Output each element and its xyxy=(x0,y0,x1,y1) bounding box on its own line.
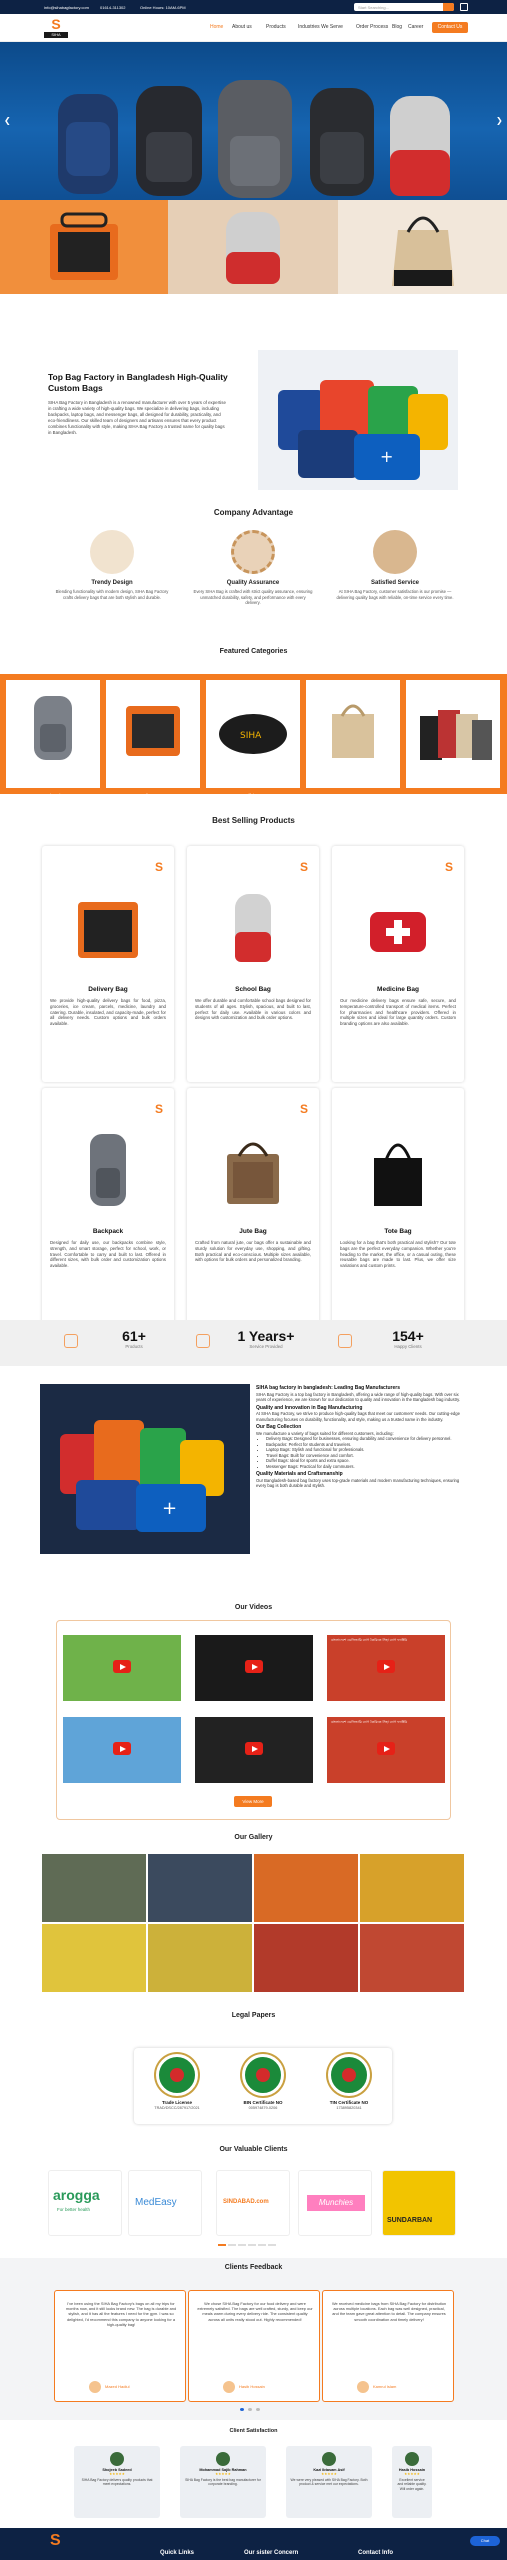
product-card-jute-bag[interactable] xyxy=(187,1088,319,1324)
email-text[interactable]: info@sihabagfactory.com xyxy=(44,5,89,10)
about-paragraph: We manufacture a variety of bags suited for different customers, including: xyxy=(256,1430,394,1436)
site-header xyxy=(0,14,507,42)
client-name: Munchies xyxy=(307,2195,365,2211)
view-more-button[interactable]: View More xyxy=(234,1796,272,1807)
svg-text:+: + xyxy=(162,1498,178,1519)
gallery-image[interactable] xyxy=(42,1924,146,1992)
client-name: SINDABAD.com xyxy=(223,2199,269,2205)
promo-tote-bag-image xyxy=(338,200,507,294)
advantage-title-text: Trendy Design xyxy=(91,580,133,586)
category-duffel-bag[interactable] xyxy=(206,680,300,798)
play-icon[interactable] xyxy=(377,1660,395,1673)
product-title: Delivery Bag xyxy=(88,986,128,993)
review-text: Excellent service and reliable quality. Will order again. xyxy=(397,2478,427,2491)
users-icon xyxy=(338,1334,352,1348)
tote-bag-image xyxy=(356,1128,440,1212)
video-thumbnail[interactable] xyxy=(195,1635,313,1701)
about-heading: SIHA bag factory in bangladesh: Leading Bag Manufacturers xyxy=(256,1385,401,1391)
medicine-bag-image xyxy=(356,886,440,970)
nav-order-process[interactable]: Order Process xyxy=(356,24,389,30)
bag-icon xyxy=(90,530,134,574)
feedback-card xyxy=(54,2290,186,2402)
review-card xyxy=(180,2446,266,2518)
stat-label: Happy Clients xyxy=(394,1344,422,1349)
categories-title: Featured Categories xyxy=(219,648,288,655)
feedback-title: Clients Feedback xyxy=(224,2264,283,2271)
video-thumbnail[interactable] xyxy=(63,1717,181,1783)
feedback-name: Mazed Hadiul xyxy=(105,2384,130,2389)
product-title: Backpack xyxy=(92,1228,124,1235)
category-label[interactable]: Duffel Bag xyxy=(242,793,264,798)
calendar-icon xyxy=(196,1334,210,1348)
satisfaction-title: Client Satisfaction xyxy=(229,2428,278,2434)
stat-label: Products xyxy=(125,1344,143,1349)
footer-logo-icon[interactable]: S xyxy=(50,2532,61,2549)
cert-number: 173895820341 xyxy=(336,2106,362,2110)
review-card xyxy=(74,2446,160,2518)
stat-products xyxy=(74,1328,194,1349)
logo-badge-icon: S xyxy=(299,1102,308,1116)
client-name: SUNDARBAN xyxy=(387,2217,433,2224)
stat-label: Service Provided xyxy=(249,1344,283,1349)
client-logo-sindabad[interactable] xyxy=(216,2170,290,2236)
nav-home[interactable]: Home xyxy=(210,24,224,30)
stat-service xyxy=(206,1328,326,1349)
video-caption: বাংলাদেশে ডেলিভারি ব্যাগ তৈরিতে সিহা ব্যাগ ফ্যাক্টরি xyxy=(331,1720,408,1724)
government-seal-icon xyxy=(156,2054,198,2096)
chat-button[interactable]: Chat xyxy=(470,2536,500,2546)
about-paragraph: At SIHA Bag Factory, we strive to produce high-quality bags that meet our customers' needs. Our cutting-edge manufacturing focuses on durability, functionality, and style, making us a trusted name in the industry. xyxy=(256,1411,460,1422)
intro-body: SIHA Bag Factory in Bangladesh is a renowned manufacturer with over 5 years of expertise in crafting a wide variety of high-quality bags. We specialize in delivering bags, including backpacks, laptop bags, and messenger bags, all designed for durability, practicality, and eco-friendliness. Our skilled team of designers and artisans ensures that every product combines functionality with style, making SIHA Bag Factory a trusted name for quality bags in Bangladesh. xyxy=(48,400,226,435)
product-desc: We offer durable and comfortable school bags designed for students of all ages. Stylish, spacious, and built to last, perfect for daily use. Available in various colors and designs with customization and bulk order options. xyxy=(195,998,311,1021)
bin-certificate[interactable] xyxy=(230,2054,296,2110)
play-icon[interactable] xyxy=(113,1742,131,1755)
gallery-title: Our Gallery xyxy=(234,1834,273,1841)
delivery-bag-image xyxy=(66,886,150,970)
gallery-image[interactable] xyxy=(254,1854,358,1922)
about-paragraph: SIHA Bag Factory is a top bag factory in Bangladesh, offering a wide range of high-quality bags. With over six years of experience, we are known for our dedication to quality and innovation in the Bangladesh bag industry. xyxy=(256,1391,461,1402)
reviewer-name: Shojeeb Sadeed xyxy=(102,2468,132,2472)
about-bags-image xyxy=(40,1384,250,1554)
categories-carousel xyxy=(0,674,507,798)
carousel-dot[interactable] xyxy=(240,2408,244,2411)
about-paragraph: Our Bangladesh-based bag factory uses top-grade materials and modern manufacturing techniques, ensuring every bag is both durable and stylish. xyxy=(256,1477,460,1488)
jute-bag-image xyxy=(211,1128,295,1212)
product-title: Medicine Bag xyxy=(377,986,419,993)
client-tagline: For better health xyxy=(57,2207,91,2212)
advantage-desc: At SIHA Bag Factory, customer satisfaction is our promise — delivering quality bags with reliable, on-time service every time. xyxy=(336,589,454,600)
stat-value: 1 Years+ xyxy=(237,1328,295,1344)
star-rating-icon: ★★★★★ xyxy=(215,2472,231,2476)
backpack-image xyxy=(66,1128,150,1212)
list-item: • Travel Bags: Built for convenience and comfort. xyxy=(266,1453,470,1459)
trade-license[interactable] xyxy=(144,2054,210,2110)
gallery-image[interactable] xyxy=(148,1924,252,1992)
list-item: • Duffel Bags: Ideal for sports and extra space. xyxy=(266,1458,470,1464)
about-subheading: Quality and Innovation in Bag Manufacturing xyxy=(256,1404,363,1411)
logo-mark-icon: S xyxy=(51,16,61,32)
client-name: MedEasy xyxy=(135,2197,177,2208)
site-logo[interactable] xyxy=(44,17,68,39)
list-item: • Laptop Bags: Stylish and functional for professionals. xyxy=(266,1447,470,1453)
clients-title: Our Valuable Clients xyxy=(219,2146,288,2153)
category-delivery-bag[interactable] xyxy=(106,680,200,798)
nav-industries[interactable]: Industries We Serve xyxy=(298,24,343,30)
gallery-image[interactable] xyxy=(360,1924,464,1992)
carousel-dot[interactable] xyxy=(228,2244,236,2246)
product-title: Tote Bag xyxy=(384,1228,412,1235)
logo-text: SIHA xyxy=(44,32,68,38)
box-icon xyxy=(64,1334,78,1348)
site-footer xyxy=(0,2528,507,2560)
promo-school-bag-image xyxy=(168,200,338,294)
star-rating-icon: ★★★★★ xyxy=(109,2472,125,2476)
star-rating-icon: ★★★★★ xyxy=(321,2472,337,2476)
product-desc: Looking for a bag that's both practical and stylish? Our tote bags are the perfect everyday companion. Whether you're heading to the market, the office, or a casual outing, these reusable bags are made to last. Plus, we offer size variations and custom prints. xyxy=(340,1240,456,1269)
list-item: • Delivery Bags: Designed for businesses, ensuring durability and convenience for delivery personnel. xyxy=(266,1436,470,1442)
client-logo-arogga[interactable] xyxy=(48,2170,122,2236)
bag-collection-list xyxy=(256,1436,470,1469)
intro-bags-image xyxy=(258,350,458,490)
reviewer-name: Hasib Hossain xyxy=(398,2468,426,2472)
review-card xyxy=(286,2446,372,2518)
advantage-desc: Blending functionality with modern design, SIHA Bag Factory crafts delivery bags that are both stylish and durable. xyxy=(55,589,169,600)
video-thumbnail[interactable] xyxy=(195,1717,313,1783)
nav-products[interactable]: Products xyxy=(266,24,286,30)
hero-slider xyxy=(0,42,507,200)
legal-title: Legal Papers xyxy=(231,2012,276,2019)
video-thumbnail[interactable] xyxy=(327,1635,445,1701)
next-arrow-icon[interactable]: ❯ xyxy=(496,116,503,125)
hours-text: Online Hours: 10AM-6PM xyxy=(140,5,186,10)
svg-text:+: + xyxy=(380,447,394,466)
tin-certificate[interactable] xyxy=(316,2054,382,2110)
cert-number: TRAD/DSCC/287917/2021 xyxy=(154,2106,200,2110)
avatar xyxy=(110,2452,124,2466)
advantage-title-text: Quality Assurance xyxy=(226,580,280,586)
play-icon[interactable] xyxy=(113,1660,131,1673)
category-label[interactable]: Backpacks xyxy=(42,793,64,798)
logo-badge-icon: S xyxy=(154,860,163,874)
play-icon[interactable] xyxy=(377,1742,395,1755)
about-subheading: Our Bag Collection xyxy=(256,1424,302,1430)
gallery-image[interactable] xyxy=(254,1924,358,1992)
list-item: • Messenger Bags: Practical for daily commuters. xyxy=(266,1464,470,1470)
video-thumbnail[interactable] xyxy=(327,1717,445,1783)
play-icon[interactable] xyxy=(245,1660,263,1673)
client-logo-munchies[interactable] xyxy=(298,2170,372,2236)
nav-career[interactable]: Career xyxy=(408,24,424,30)
category-label[interactable]: Tote Bag xyxy=(444,793,462,798)
product-card-tote-bag[interactable] xyxy=(332,1088,464,1324)
logo-badge-icon: S xyxy=(154,1102,163,1116)
carousel-dot[interactable] xyxy=(258,2244,266,2246)
footer-contact-info: Contact Info xyxy=(358,2550,393,2556)
avatar xyxy=(216,2452,230,2466)
carousel-dot[interactable] xyxy=(218,2244,226,2246)
video-thumbnail[interactable] xyxy=(63,1635,181,1701)
category-jute-bag[interactable] xyxy=(306,680,400,798)
about-section xyxy=(256,1386,470,1489)
feedback-name: Kamrul Islam xyxy=(373,2384,397,2389)
approved-seal-icon xyxy=(231,530,275,574)
feedback-quote: We received medicine bags from SIHA Bag Factory for distribution across multiple locations. Each bag was well designed, practical, and the team gave great attention to detail. The company ensures smooth coordination and timely delivery! xyxy=(331,2301,447,2322)
support-24-7-icon xyxy=(373,530,417,574)
feedback-quote: I've been using the SIHA Bag Factory's bags on all my trips for months now, and it still looks brand new. The bag is durable and stylish, and it has all the features I need for the gym. I was so delighted, I'd recommend this company to anyone looking for a high-quality bag! xyxy=(65,2301,177,2327)
feedback-name: Hasib Hossain xyxy=(239,2384,265,2389)
feedback-dots[interactable] xyxy=(240,2408,268,2411)
category-label[interactable]: Jute Bag xyxy=(344,793,362,798)
review-text: We were very pleased with SIHA Bag Factory. Both product & service met our expectations. xyxy=(290,2478,368,2487)
contact-us-button[interactable]: Contact Us xyxy=(432,22,468,33)
reviewer-name: Kazi Ibtasam Asif xyxy=(313,2468,345,2472)
cert-name: Trade License xyxy=(161,2100,192,2105)
reviewer-name: Mohammad Sajib Rahman xyxy=(199,2468,247,2472)
videos-panel xyxy=(56,1620,451,1820)
product-desc: Our medicine delivery bags ensure safe, secure, and temperature-controlled transport of medical items. Perfect for pharmacies and healthcare providers. Offered in multiple sizes and ideal for large quantity orders. Custom branding options are also available. xyxy=(340,998,456,1027)
school-bag-image xyxy=(211,886,295,970)
stats-bar xyxy=(0,1320,507,1366)
carousel-dot[interactable] xyxy=(238,2244,246,2246)
video-caption: বাংলাদেশে ডেলিভারি ব্যাগ তৈরিতে সিহা ব্যাগ ফ্যাক্টরি xyxy=(331,1638,408,1642)
star-rating-icon: ★★★★★ xyxy=(404,2472,420,2476)
feedback-card xyxy=(322,2290,454,2402)
cert-number: 005974879-0206 xyxy=(248,2106,278,2110)
avatar xyxy=(89,2381,101,2393)
logo-badge-icon: S xyxy=(299,860,308,874)
stat-value: 154+ xyxy=(392,1328,424,1344)
product-card-backpack[interactable] xyxy=(42,1088,174,1324)
advantage-title: Company Advantage xyxy=(213,508,294,517)
advantage-satisfied-service xyxy=(335,530,455,600)
footer-sister-concern: Our sister Concern xyxy=(244,2550,299,2556)
search-input[interactable]: Start Searching... xyxy=(354,3,454,11)
phone-text[interactable]: 01614-311302 xyxy=(100,5,126,10)
advantage-trendy-design xyxy=(52,530,172,600)
prev-arrow-icon[interactable]: ❮ xyxy=(4,116,11,125)
product-title: School Bag xyxy=(235,986,271,993)
product-desc: Crafted from natural jute, our bags offer a sustainable and sturdy solution for everyday use, shopping, and gifting. Both practical and eco-conscious. Multiple sizes available, with options for bulk orders and personalized branding. xyxy=(195,1240,311,1263)
svg-text:SIHA: SIHA xyxy=(240,731,262,741)
logo-badge-icon: S xyxy=(444,860,453,874)
about-subheading: Quality Materials and Craftsmanship xyxy=(256,1471,343,1477)
client-logo-sundarban[interactable] xyxy=(382,2170,456,2236)
stat-value: 61+ xyxy=(122,1328,146,1344)
carousel-dots[interactable] xyxy=(218,2244,288,2247)
cert-name: TIN Certificate NO xyxy=(329,2100,369,2105)
review-text: SIHA Bag Factory delivers quality products that meet expectations. xyxy=(81,2478,153,2487)
play-icon[interactable] xyxy=(245,1742,263,1755)
cert-name: BIN Certificate NO xyxy=(243,2100,283,2105)
promo-strip xyxy=(0,200,507,294)
carousel-dot[interactable] xyxy=(248,2244,256,2246)
videos-title: Our Videos xyxy=(234,1604,273,1611)
advantage-title-text: Satisfied Service xyxy=(370,580,420,586)
product-card-medicine-bag[interactable] xyxy=(332,846,464,1082)
gallery-image[interactable] xyxy=(360,1854,464,1922)
product-title: Jute Bag xyxy=(239,1228,267,1235)
carousel-dot[interactable] xyxy=(268,2244,276,2246)
product-desc: We provide high-quality delivery bags for food, pizza, groceries, ice cream, parcels, medicine, laundry and catering. Durable, insulated, and capacity-made, perfect for all delivery needs. Custom options and bulk orders available. xyxy=(50,998,166,1027)
feedback-quote: We chose SIHA Bag Factory for our food delivery and were extremely satisfied. The bags are well crafted, sturdy, and keep our meals warm during every delivery ride. The consistent quality across all units really stood out. Highly recommended! xyxy=(197,2301,313,2322)
advantage-desc: Every SIHA Bag is crafted with strict quality assurance, ensuring unmatched durability, safety, and performance with every delivery. xyxy=(193,589,313,605)
government-seal-icon xyxy=(242,2054,284,2096)
review-card xyxy=(392,2446,432,2518)
search-icon[interactable] xyxy=(443,3,454,11)
category-label[interactable]: Delivery Bag xyxy=(140,793,166,798)
footer-quick-links: Quick Links xyxy=(160,2550,195,2556)
advantage-quality-assurance xyxy=(193,530,313,606)
products-title: Best Selling Products xyxy=(212,816,295,825)
gallery-image[interactable] xyxy=(148,1854,252,1922)
nav-blog[interactable]: Blog xyxy=(392,24,403,30)
promo-delivery-bag-image xyxy=(0,200,168,294)
government-seal-icon xyxy=(328,2054,370,2096)
top-bar xyxy=(0,0,507,14)
product-card-delivery-bag[interactable] xyxy=(42,846,174,1082)
hero-backpacks-image xyxy=(40,62,470,200)
carousel-dot[interactable] xyxy=(248,2408,252,2411)
feedback-card xyxy=(188,2290,320,2402)
product-desc: Designed for daily use, our backpacks combine style, strength, and smart storage, perfect for school, work, or travel. Comfortable to carry and built to last. Offered in different sizes, with bulk order and customization options available. xyxy=(50,1240,166,1269)
intro-title: Top Bag Factory in Bangladesh High-Quality Custom Bags xyxy=(48,372,228,393)
client-name: arogga xyxy=(53,2187,100,2203)
nav-about[interactable]: About us xyxy=(232,24,252,30)
list-item: • Backpacks: Perfect for students and travelers. xyxy=(266,1442,470,1448)
category-tote-bag[interactable] xyxy=(406,680,500,798)
avatar xyxy=(223,2381,235,2393)
product-card-school-bag[interactable] xyxy=(187,846,319,1082)
legal-papers-card xyxy=(134,2048,392,2124)
avatar xyxy=(405,2452,419,2466)
carousel-dot[interactable] xyxy=(256,2408,260,2411)
avatar xyxy=(322,2452,336,2466)
avatar xyxy=(357,2381,369,2393)
gallery-image[interactable] xyxy=(42,1854,146,1922)
review-text: SIHA Bag Factory is the best bag manufacturer for corporate branding. xyxy=(185,2478,261,2487)
cart-icon[interactable] xyxy=(460,3,468,11)
stat-clients xyxy=(348,1328,468,1349)
client-logo-medeasy[interactable] xyxy=(128,2170,202,2236)
category-backpacks[interactable] xyxy=(6,680,100,798)
